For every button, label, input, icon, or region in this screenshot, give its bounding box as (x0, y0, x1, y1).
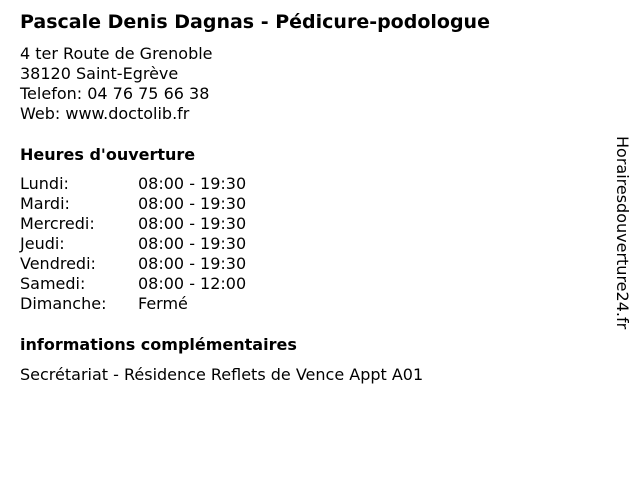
business-name: Pascale Denis Dagnas - Pédicure-podologue (20, 11, 490, 33)
hours-time: 08:00 - 19:30 (138, 194, 247, 213)
hours-day: Samedi: (20, 274, 86, 293)
hours-row-thursday (20, 234, 246, 254)
additional-info-heading: informations complémentaires (20, 335, 297, 354)
website: Web: www.doctolib.fr (20, 104, 190, 123)
hours-time: 08:00 - 19:30 (138, 234, 247, 253)
hours-row-saturday (20, 274, 246, 294)
phone-number: Telefon: 04 76 75 66 38 (20, 84, 210, 103)
hours-time: 08:00 - 19:30 (138, 174, 247, 193)
city-address: 38120 Saint-Egrève (20, 64, 179, 83)
hours-day: Mercredi: (20, 214, 95, 233)
hours-row-monday (20, 174, 246, 194)
opening-hours-table (20, 174, 246, 314)
hours-day: Jeudi: (20, 234, 65, 253)
hours-row-friday (20, 254, 246, 274)
hours-time: 08:00 - 19:30 (138, 214, 247, 233)
street-address: 4 ter Route de Grenoble (20, 44, 213, 63)
hours-day: Lundi: (20, 174, 69, 193)
hours-time: 08:00 - 19:30 (138, 254, 247, 273)
hours-time: Fermé (138, 294, 188, 313)
additional-info-text: Secrétariat - Résidence Reflets de Vence Appt A01 (20, 365, 424, 384)
site-watermark: Horairesdouverture24.fr (613, 136, 632, 330)
hours-day: Mardi: (20, 194, 70, 213)
hours-day: Dimanche: (20, 294, 107, 313)
address-block (20, 44, 213, 124)
hours-day: Vendredi: (20, 254, 96, 273)
hours-time: 08:00 - 12:00 (138, 274, 247, 293)
hours-row-tuesday (20, 194, 246, 214)
opening-hours-heading: Heures d'ouverture (20, 145, 196, 164)
hours-row-sunday (20, 294, 246, 314)
hours-row-wednesday (20, 214, 246, 234)
